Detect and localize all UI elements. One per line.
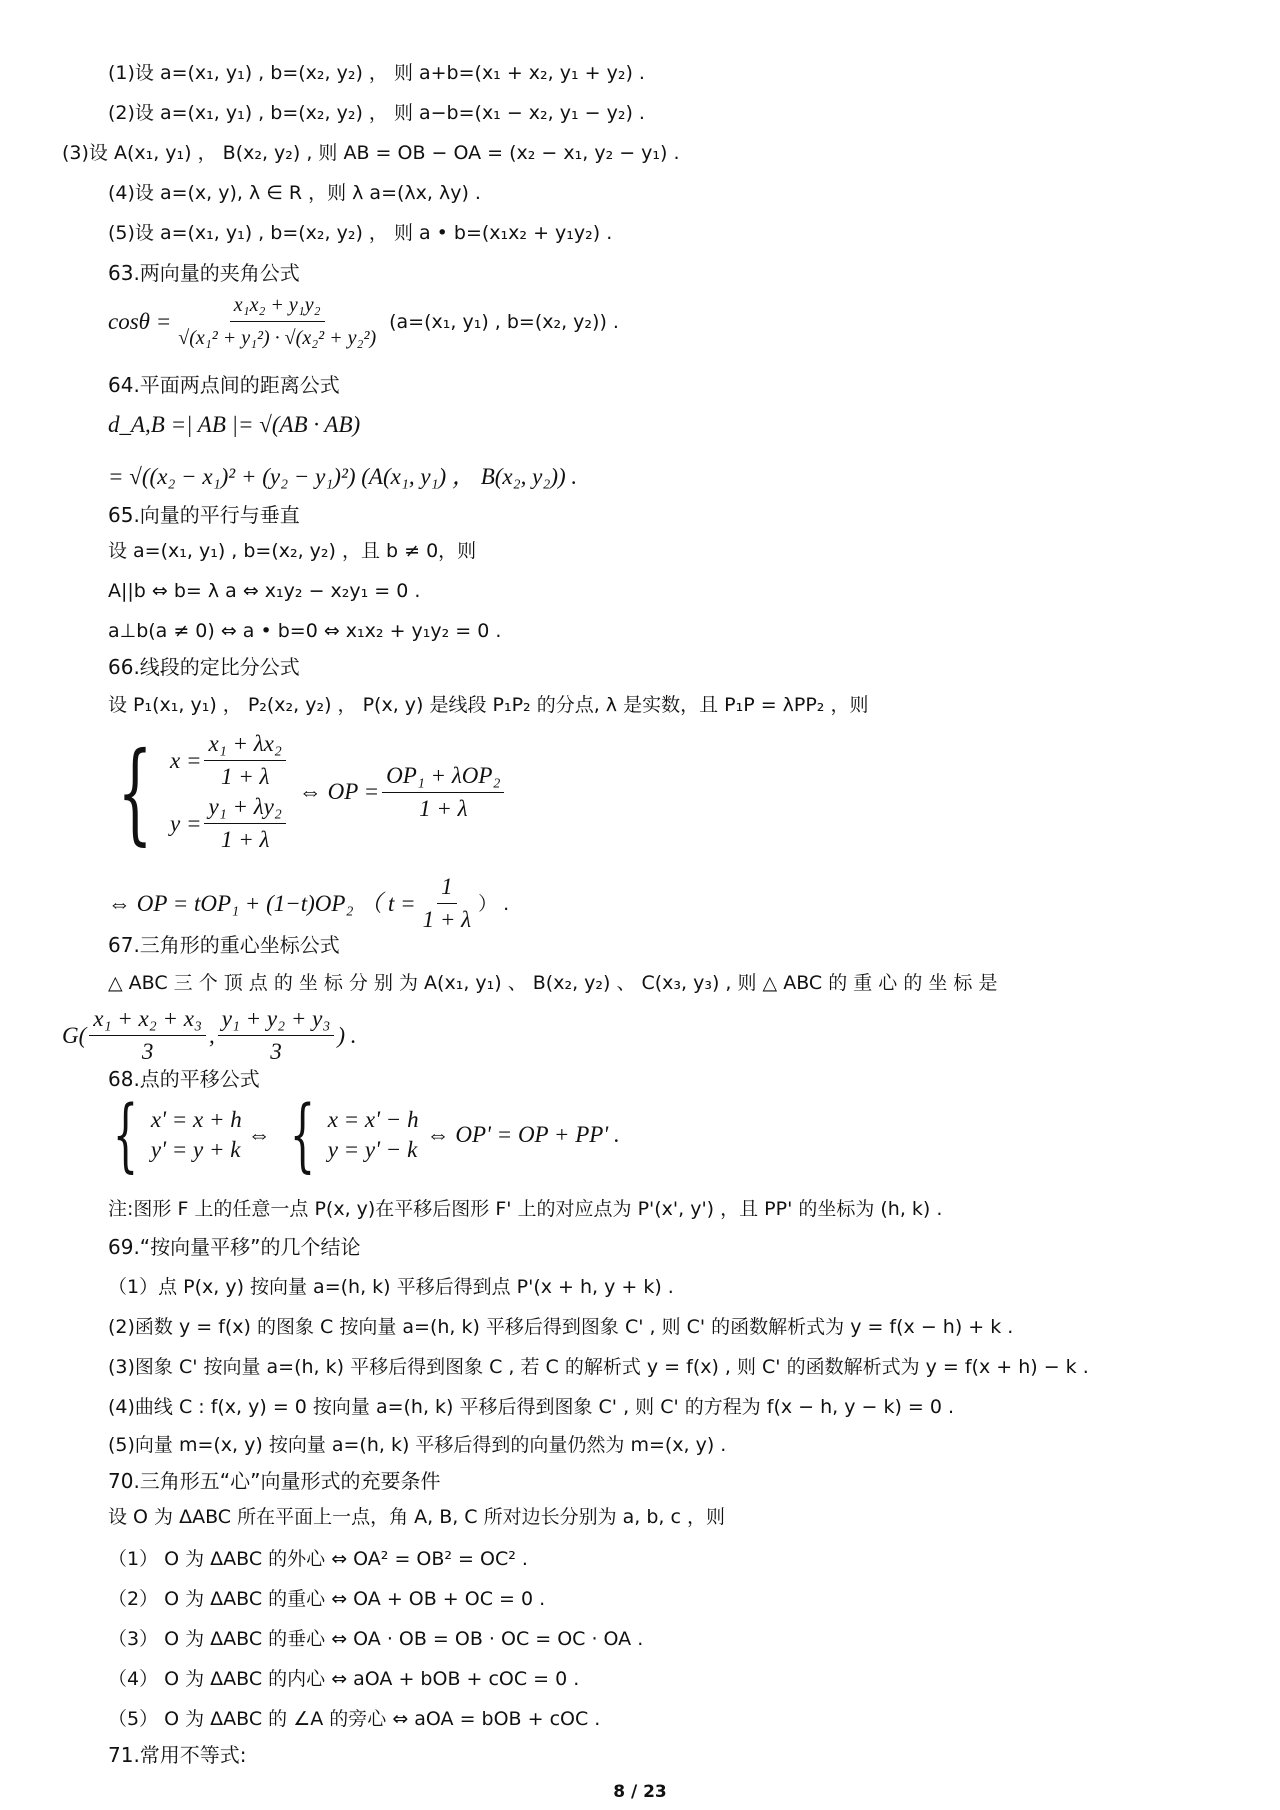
angle-formula-lhs: cosθ =	[108, 308, 172, 334]
section-71-heading: 71.常用不等式:	[108, 1743, 247, 1767]
vector-rule-1: (1)设 a=(x₁, y₁) , b=(x₂, y₂) ， 则 a+b=(x₁ + x₂, y₁ + y₂) .	[108, 62, 645, 84]
centroid-x-numerator: x₁ + x₂ + x₃	[89, 1004, 206, 1036]
triangle-centers-setup: 设 O 为 ΔABC 所在平面上一点，角 A, B, C 所对边长分别为 a, b, c ，则	[108, 1506, 726, 1528]
shift-rule-4: (4)曲线 C : f(x, y) = 0 按向量 a=(h, k) 平移后得到图象 C' , 则 C' 的方程为 f(x − h, y − k) = 0 .	[108, 1396, 955, 1418]
section-ratio-y-denominator: 1 + λ	[220, 827, 270, 852]
angle-formula-fraction	[174, 290, 380, 353]
vector-rule-4: (4)设 a=(x, y), λ ∈ R ，则 λ a=(λx, λy) .	[108, 182, 481, 204]
parallel-setup: 设 a=(x₁, y₁) , b=(x₂, y₂) ，且 b ≠ 0，则	[108, 540, 477, 562]
translation-y-prime: y' = y + k	[150, 1137, 241, 1162]
shift-rule-2: (2)函数 y = f(x) 的图象 C 按向量 a=(h, k) 平移后得到图象 C' , 则 C' 的函数解析式为 y = f(x − h) + k .	[108, 1316, 1014, 1338]
angle-formula	[108, 290, 619, 353]
translation-vector-form: ⇔ OP' = OP + PP' .	[426, 1122, 620, 1147]
section-ratio-y-equation	[170, 792, 289, 855]
angle-formula-condition: (a=(x₁, y₁) , b=(x₂, y₂)) .	[389, 310, 619, 333]
centroid-lhs: G(	[62, 1022, 87, 1048]
section-ratio-x-lhs: x =	[170, 747, 202, 773]
orthocenter-condition: （3） O 为 ΔABC 的垂心 ⇔ OA · OB = OB · OC = OC · OA .	[108, 1628, 644, 1650]
centroid-setup: △ ABC 三 个 顶 点 的 坐 标 分 别 为 A(x₁, y₁) 、 B(x₂, y₂) 、 C(x₃, y₃) , 则 △ ABC 的 重 心 的 坐 标 是	[108, 972, 998, 994]
translation-note: 注:图形 F 上的任意一点 P(x, y)在平移后图形 F' 上的对应点为 P'(x', y') ，且 PP' 的坐标为 (h, k) .	[108, 1198, 943, 1220]
t-denominator: 1 + λ	[422, 907, 472, 932]
distance-formula-line-1: d_A,B =| AB |= √(AB · AB)	[108, 412, 361, 437]
translation-formula	[100, 1090, 620, 1180]
section-67-heading: 67.三角形的重心坐标公式	[108, 933, 340, 957]
translation-x-prime: x' = x + h	[150, 1107, 242, 1132]
perpendicular-condition: a⊥b(a ≠ 0) ⇔ a • b=0 ⇔ x₁x₂ + y₁y₂ = 0 .	[108, 620, 502, 642]
section-63-heading: 63.两向量的夹角公式	[108, 261, 300, 285]
section-ratio-x-denominator: 1 + λ	[220, 764, 270, 789]
distance-formula-line-2: = √((x₂ − x₁)² + (y₂ − y₁)²) (A(x₁, y₁) ， B(x₂, y₂)) .	[108, 464, 578, 489]
section-ratio-vector-denominator: 1 + λ	[419, 795, 468, 821]
shift-rule-1: （1）点 P(x, y) 按向量 a=(h, k) 平移后得到点 P'(x + h, y + k) .	[108, 1276, 674, 1298]
section-ratio-setup: 设 P₁(x₁, y₁) ， P₂(x₂, y₂) ， P(x, y) 是线段 P₁P₂ 的分点, λ 是实数，且 P₁P = λPP₂ ，则	[108, 694, 869, 716]
section-ratio-equations	[170, 729, 289, 855]
section-ratio-x-numerator: x₁ + λx₂	[204, 729, 285, 761]
section-ratio-vector-numerator: OP₁ + λOP₂	[382, 761, 504, 793]
section-ratio-system	[100, 722, 507, 862]
centroid-y-numerator: y₁ + y₂ + y₃	[218, 1004, 335, 1036]
section-ratio-t-form	[108, 872, 509, 935]
centroid-condition: （2） O 为 ΔABC 的重心 ⇔ OA + OB + OC = 0 .	[108, 1588, 546, 1610]
section-ratio-y-lhs: y =	[170, 810, 202, 836]
vector-rule-2: (2)设 a=(x₁, y₁) , b=(x₂, y₂) ， 则 a−b=(x₁ − x₂, y₁ − y₂) .	[108, 102, 645, 124]
section-ratio-t-expression: ⇔ OP = tOP₁ + (1−t)OP₂ （ t =	[108, 890, 416, 916]
equivalence-symbol: ⇔	[247, 1122, 271, 1147]
incenter-condition: （4） O 为 ΔABC 的内心 ⇔ aOA + bOB + cOC = 0 .	[108, 1668, 580, 1690]
section-69-heading: 69.“按向量平移”的几个结论	[108, 1235, 361, 1259]
vector-rule-5: (5)设 a=(x₁, y₁) , b=(x₂, y₂) ， 则 a • b=(x₁x₂ + y₁y₂) .	[108, 222, 613, 244]
centroid-y-denominator: 3	[270, 1039, 282, 1064]
section-ratio-x-equation	[170, 729, 289, 792]
left-brace: {	[289, 1088, 315, 1181]
section-ratio-vector-lhs: ⇔ OP =	[298, 779, 380, 804]
section-66-heading: 66.线段的定比分公式	[108, 655, 300, 679]
centroid-tail: ) .	[337, 1022, 357, 1048]
centroid-formula: G( $\frac{\text{x₁ + x₂ + x₃}}{3}$ , $\frac{\text{y₁ + y₂ + y₃}}{3}$ ) .	[62, 1004, 357, 1067]
page-number: 8 / 23	[613, 1782, 667, 1802]
t-tail: ） .	[478, 892, 510, 915]
circumcenter-condition: （1） O 为 ΔABC 的外心 ⇔ OA² = OB² = OC² .	[108, 1548, 528, 1570]
section-64-heading: 64.平面两点间的距离公式	[108, 373, 340, 397]
section-ratio-y-numerator: y₁ + λy₂	[204, 792, 285, 824]
left-brace: {	[112, 1088, 139, 1181]
shift-rule-3: (3)图象 C' 按向量 a=(h, k) 平移后得到图象 C , 若 C 的解析式 y = f(x) , 则 C' 的函数解析式为 y = f(x + h) − k .	[108, 1356, 1089, 1378]
section-70-heading: 70.三角形五“心”向量形式的充要条件	[108, 1469, 441, 1493]
centroid-x-denominator: 3	[141, 1039, 154, 1064]
angle-formula-numerator: x₁x₂ + y₁y₂	[230, 290, 325, 322]
parallel-condition: A||b ⇔ b= λ a ⇔ x₁y₂ − x₂y₁ = 0 .	[108, 580, 421, 602]
left-brace: {	[117, 728, 153, 856]
angle-formula-denominator: √(x₁² + y₁²) · √(x₂² + y₂²)	[178, 327, 377, 349]
t-numerator: 1	[437, 872, 457, 904]
vector-rule-3: (3)设 A(x₁, y₁) ， B(x₂, y₂) , 则 AB = OB − OA = (x₂ − x₁, y₂ − y₁) .	[62, 142, 680, 164]
excenter-condition: （5） O 为 ΔABC 的 ∠A 的旁心 ⇔ aOA = bOB + cOC .	[108, 1708, 601, 1730]
section-68-heading: 68.点的平移公式	[108, 1067, 260, 1091]
translation-y: y = y' − k	[327, 1137, 418, 1162]
translation-x: x = x' − h	[327, 1107, 419, 1132]
section-65-heading: 65.向量的平行与垂直	[108, 503, 300, 527]
shift-rule-5: (5)向量 m=(x, y) 按向量 a=(h, k) 平移后得到的向量仍然为 m=(x, y) .	[108, 1434, 727, 1456]
